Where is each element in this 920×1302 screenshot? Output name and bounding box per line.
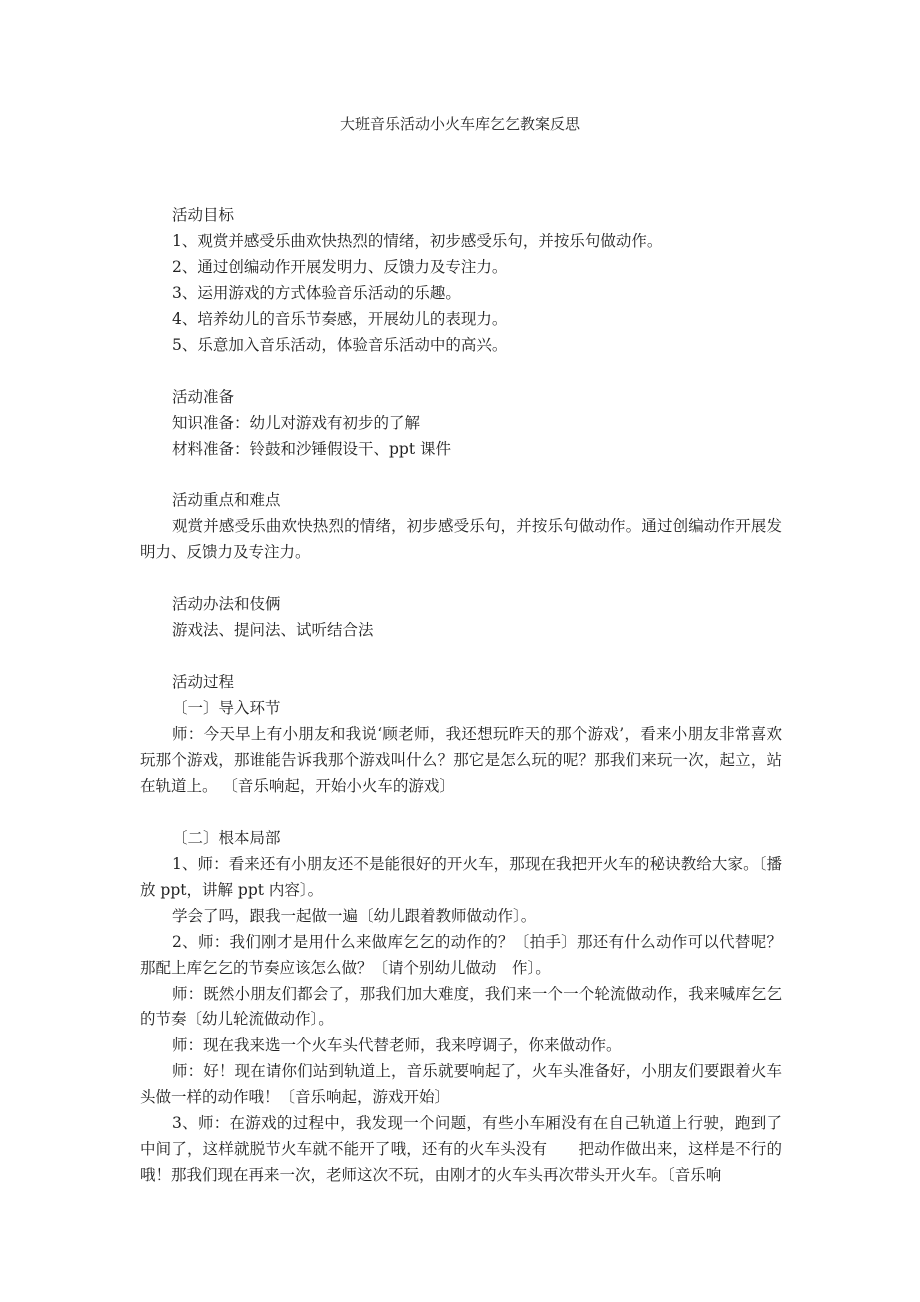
goal-item: 2、通过创编动作开展发明力、反馈力及专注力。 — [172, 257, 508, 276]
section-heading-prep: 活动准备 — [172, 387, 235, 406]
focus-text: 观赏并感受乐曲欢快热烈的情绪，初步感受乐句，并按乐句做动作。通过创编动作开展发明力、反馈力及专注力。 — [140, 517, 782, 562]
document-title: 大班音乐活动小火车库乞乞教案反思 — [339, 115, 580, 133]
part2-paragraph: 3、师：在游戏的过程中，我发现一个问题，有些小车厢没有在自己轨道上行驶，跑到了中间了，这样就脱节火车就不能开了哦，还有的火车头没有 把动作做出来，这样是不行的哦！那我们现在再来一次，老师这次不玩，由刚才的火车头再次带头开火车。〔音乐响 — [140, 1114, 782, 1185]
section-heading-focus: 活动重点和难点 — [172, 491, 281, 510]
goal-item: 4、培养幼儿的音乐节奏感，开展幼儿的表现力。 — [172, 309, 508, 328]
part2-paragraph: 1、师：看来还有小朋友还不是能很好的开火车，那现在我把开火车的秘诀教给大家。〔播放 ppt，讲解 ppt 内容〕。 — [140, 854, 782, 899]
prep-item: 材料准备：铃鼓和沙锤假设干、ppt 课件 — [172, 439, 452, 458]
section-heading-process: 活动过程 — [172, 673, 235, 692]
goal-item: 3、运用游戏的方式体验音乐活动的乐趣。 — [172, 283, 461, 302]
part2-paragraph: 2、师：我们刚才是用什么来做库乞乞的动作的？〔拍手〕那还有什么动作可以代替呢？那配上库乞乞的节奏应该怎么做？〔请个别幼儿做动 作〕。 — [140, 932, 782, 977]
subheading-part2: 〔二〕根本局部 — [172, 828, 281, 847]
goal-item: 1、观赏并感受乐曲欢快热烈的情绪，初步感受乐句，并按乐句做动作。 — [172, 231, 663, 250]
part2-paragraph: 学会了吗，跟我一起做一遍〔幼儿跟着教师做动作〕。 — [172, 906, 537, 925]
part2-paragraph: 师：现在我来选一个火车头代替老师，我来哼调子，你来做动作。 — [172, 1036, 622, 1055]
part1-text: 师：今天早上有小朋友和我说‘顾老师，我还想玩昨天的那个游戏’，看来小朋友非常喜欢玩那个游戏，那谁能告诉我那个游戏叫什么？那它是怎么玩的呢？那我们来玩一次，起立，站在轨道上。 〔音乐响起，开始小火车的游戏〕 — [140, 725, 782, 795]
subheading-part1: 〔一〕导入环节 — [172, 699, 281, 718]
section-heading-methods: 活动办法和伎俩 — [172, 595, 281, 614]
prep-item: 知识准备：幼儿对游戏有初步的了解 — [172, 413, 421, 432]
part2-paragraph: 师：好！现在请你们站到轨道上，音乐就要响起了，火车头准备好，小朋友们要跟着火车头做一样的动作哦！〔音乐响起，游戏开始〕 — [140, 1062, 782, 1107]
section-heading-goals: 活动目标 — [172, 206, 235, 224]
document-body — [140, 203, 782, 1189]
part2-paragraph: 师：既然小朋友们都会了，那我们加大难度，我们来一个一个轮流做动作，我来喊库乞乞的节奏〔幼儿轮流做动作〕。 — [140, 984, 782, 1029]
goal-item: 5、乐意加入音乐活动，体验音乐活动中的高兴。 — [172, 335, 508, 354]
methods-text: 游戏法、提问法、试听结合法 — [172, 621, 374, 640]
